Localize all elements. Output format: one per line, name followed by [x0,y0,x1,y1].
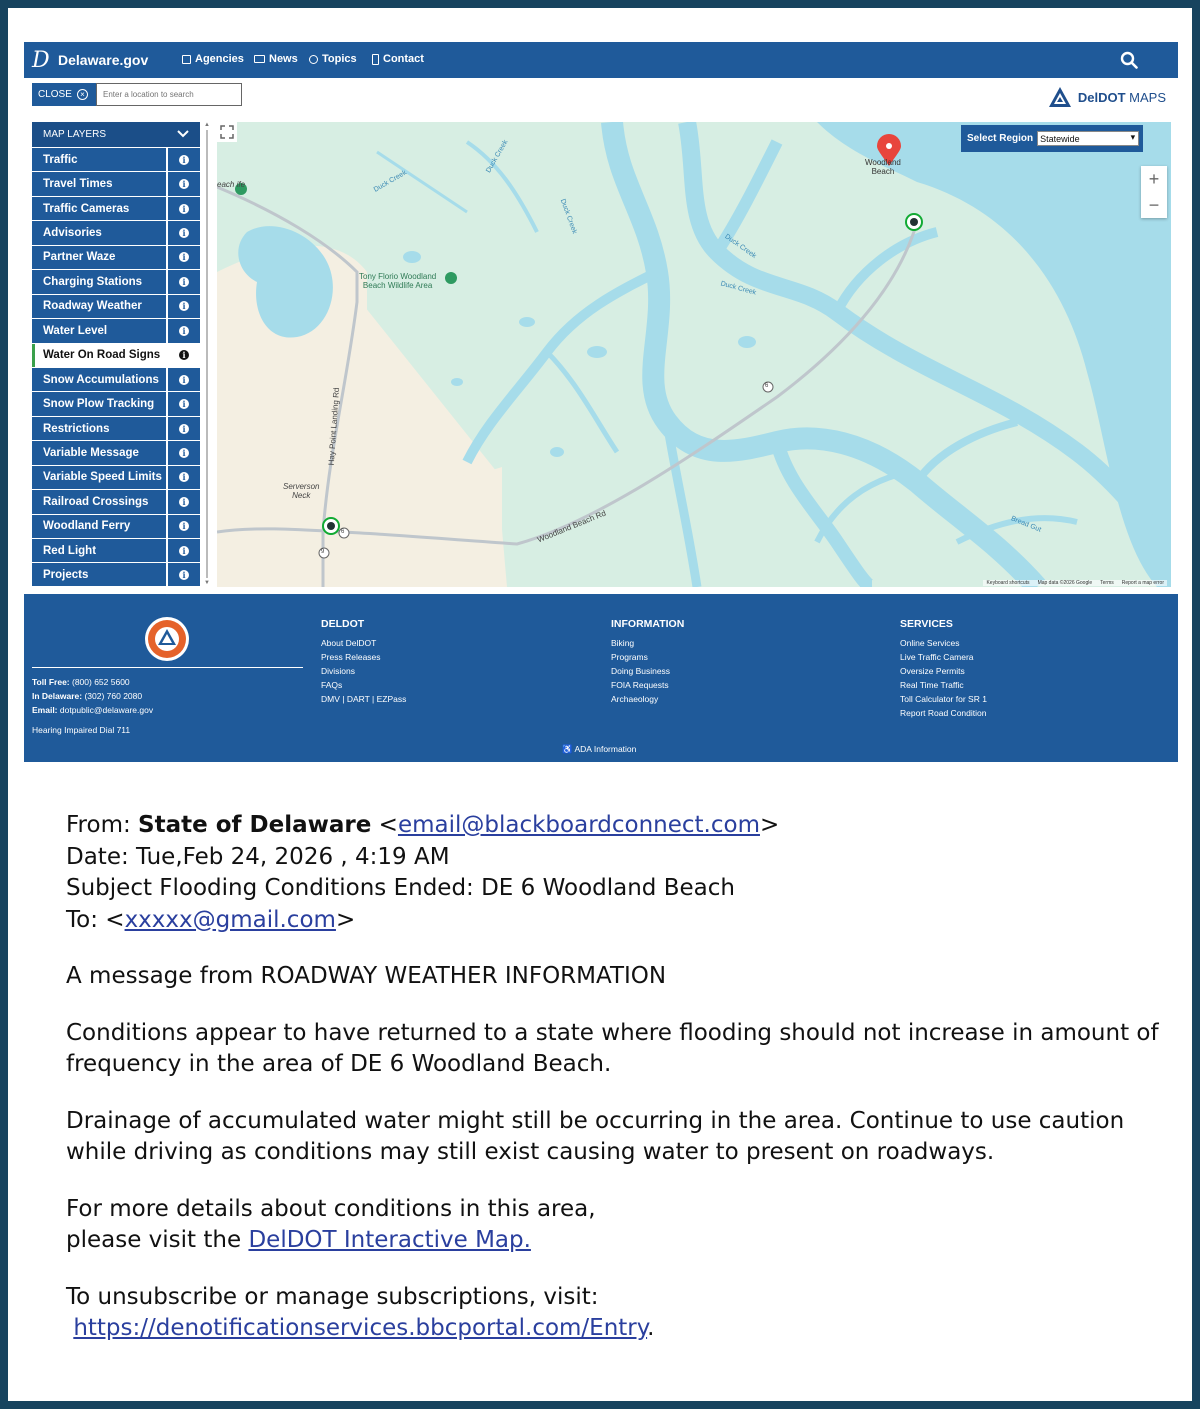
chat-icon [309,55,318,64]
layer-item[interactable] [32,246,200,270]
hay-point-rd-label: Hay Point Landing Rd [326,387,342,466]
layer-item[interactable] [32,441,200,465]
close-button[interactable] [32,83,96,106]
layer-info-button[interactable] [168,515,200,538]
layer-info-button[interactable] [168,417,200,440]
delaware-gov-logo[interactable] [32,46,172,74]
layer-info-button[interactable] [168,148,200,171]
layer-label[interactable]: Travel Times [32,172,168,195]
email-paragraph-details [66,1194,1166,1257]
footer-link[interactable]: Divisions [321,666,356,676]
email-intro: A message from ROADWAY WEATHER INFORMATION [66,963,667,989]
info-icon: i [179,521,189,531]
info-icon: i [179,472,189,482]
woodland-beach-label: Woodland Beach [865,158,901,176]
serverson-neck-label: Serverson Neck [283,482,320,500]
map-canvas [217,122,1171,587]
keyboard-shortcuts-link[interactable]: Keyboard shortcuts [986,580,1030,586]
layer-label[interactable]: Water On Road Signs [32,344,168,367]
email-subject-line: Subject Flooding Conditions Ended: DE 6 Woodland Beach [66,875,735,901]
report-map-error-link[interactable]: Report a map error [1121,580,1164,586]
select-region-control [961,125,1143,152]
info-icon: i [179,301,189,311]
layer-label[interactable]: Snow Plow Tracking [32,392,168,415]
map-layers-header[interactable] [32,122,200,148]
layer-item[interactable] [32,221,200,245]
layer-label[interactable]: Woodland Ferry [32,515,168,538]
info-icon: i [179,155,189,165]
search-icon[interactable] [1120,51,1138,69]
footer-link[interactable]: Live Traffic Camera [900,652,974,662]
layer-label[interactable]: Partner Waze [32,246,168,269]
layer-info-button[interactable] [168,319,200,342]
footer-link[interactable]: DMV | DART | EZPass [321,694,407,704]
interactive-map[interactable] [217,122,1171,587]
wildlife-area-label: Tony Florio Woodland Beach Wildlife Area [359,272,437,290]
nav-label: Contact [383,53,424,65]
footer-col-deldot [321,617,406,706]
email-paragraph-conditions: Conditions appear to have returned to a state where flooding should not increase in amount of frequency in the area of DE 6 Woodland Beach. [66,1019,1159,1077]
email-message [66,810,1166,1345]
layer-label[interactable]: Variable Message [32,441,168,464]
layer-item[interactable] [32,539,200,563]
nav-news[interactable] [254,53,298,65]
layer-item[interactable] [32,172,200,196]
location-search-input[interactable] [96,83,242,106]
ada-information-link[interactable] [562,744,636,755]
deldot-triangle-icon [1048,86,1072,108]
in-delaware-label: In Delaware: [32,691,83,701]
duck-creek-label: Duck Creek [558,198,578,235]
layer-item[interactable] [32,466,200,490]
layer-label[interactable]: Projects [32,563,168,586]
route-6-shield: 6 [341,529,345,535]
info-icon: i [179,570,189,580]
layer-item[interactable] [32,148,200,172]
email-date-line: Date: Tue,Feb 24, 2026 , 4:19 AM [66,843,450,870]
layer-item[interactable] [32,319,200,343]
footer-col-services [900,617,987,720]
delaware-d-icon: D [32,47,50,73]
zoom-out-button[interactable]: − [1148,195,1160,215]
info-icon: i [179,179,189,189]
map-layers-panel [32,122,200,586]
info-icon: i [179,228,189,238]
layer-label[interactable]: Restrictions [32,417,168,440]
beach-life-label: each ife [217,180,246,189]
info-icon: i [179,350,189,360]
duck-creek-label: Duck Creek [723,233,758,260]
info-icon: i [179,399,189,409]
layer-item[interactable] [32,417,200,441]
layer-label[interactable]: Snow Accumulations [32,368,168,391]
layer-label[interactable]: Traffic Cameras [32,197,168,220]
layer-label[interactable]: Charging Stations [32,270,168,293]
scroll-down-icon[interactable]: ▼ [204,580,210,586]
deldot-maps-logo[interactable] [1048,86,1166,108]
info-icon: i [179,424,189,434]
zoom-control [1141,166,1167,218]
hearing-impaired-text: Hearing Impaired Dial 711 [32,725,131,735]
contact-email[interactable]: dotpublic@delaware.gov [59,705,154,715]
region-select-value: Statewide [1040,133,1080,144]
footer-link[interactable]: Programs [611,652,648,662]
footer-link[interactable]: Report Road Condition [900,708,987,718]
layer-item[interactable] [32,368,200,392]
toll-free-label: Toll Free: [32,677,70,687]
layer-label[interactable]: Red Light [32,539,168,562]
details-prefix: please visit the [66,1227,242,1253]
layer-list [32,148,200,586]
footer-link[interactable]: About DelDOT [321,638,377,648]
nav-label: News [269,53,298,65]
accessibility-icon: ♿ [562,744,573,754]
woodland-beach-rd-label: Woodland Beach Rd [535,508,608,545]
email-paragraph-drainage: Drainage of accumulated water might still be occurring in the area. Continue to use caution while driving as conditions may still exist causing water to present on roadways. [66,1107,1125,1165]
in-delaware-number[interactable]: (302) 760 2080 [84,691,143,701]
layer-item[interactable] [32,295,200,319]
info-icon: i [179,497,189,507]
contact-info [32,675,153,737]
layer-info-button[interactable] [168,197,200,220]
email-paragraph-unsubscribe [66,1282,1166,1345]
close-label: CLOSE [38,89,72,100]
layer-item[interactable] [32,515,200,539]
footer-link[interactable]: FOIA Requests [611,680,669,690]
details-line: For more details about conditions in this area, [66,1195,596,1222]
layer-item[interactable] [32,270,200,294]
deldot-suffix: MAPS [1129,89,1166,105]
chevron-down-icon[interactable] [176,127,190,141]
building-icon [182,55,191,64]
footer-link[interactable]: Online Services [900,638,960,648]
sender-email-link[interactable]: email@blackboardconnect.com [397,812,760,838]
image-frame [8,8,1192,1401]
footer-link[interactable]: Doing Business [611,666,671,676]
layer-item[interactable] [32,392,200,416]
fullscreen-icon[interactable] [217,122,237,142]
duck-creek-label: Duck Creek [719,280,757,297]
region-select[interactable] [1037,131,1139,146]
top-navigation [24,42,1178,78]
layer-info-button[interactable] [168,221,200,244]
layer-item[interactable] [32,490,200,514]
layer-info-button[interactable] [168,368,200,391]
layer-info-button[interactable] [168,539,200,562]
info-icon: i [179,546,189,556]
layer-label[interactable]: Railroad Crossings [32,490,168,513]
select-region-label: Select Region [967,133,1034,144]
layer-item[interactable] [32,197,200,221]
deldot-map-screenshot [24,42,1178,762]
layer-info-button[interactable] [168,441,200,464]
toll-free-number[interactable]: (800) 652 5600 [72,677,130,687]
recipient-email-link[interactable]: xxxxx@gmail.com [124,906,336,933]
layer-label[interactable]: Traffic [32,148,168,171]
layer-info-button[interactable] [168,295,200,318]
layer-info-button[interactable] [168,246,200,269]
layers-scrollbar[interactable] [204,122,210,586]
phone-icon [372,54,379,65]
footer-link[interactable]: FAQs [321,680,343,690]
footer-link[interactable]: Biking [611,638,635,648]
layer-info-button[interactable] [168,270,200,293]
footer-col-title: DELDOT [321,618,365,630]
unsubscribe-text: To unsubscribe or manage subscriptions, visit: [66,1283,599,1310]
site-footer [24,594,1178,762]
layer-info-button[interactable] [168,563,200,586]
nav-contact[interactable] [372,53,424,65]
footer-link[interactable]: Real Time Traffic [900,680,964,690]
nav-agencies[interactable] [182,53,244,65]
duck-creek-label: Duck Creek [372,169,408,194]
nav-topics[interactable] [309,53,357,65]
close-icon: × [77,89,88,100]
deldot-brand: DelDOT [1077,89,1126,105]
footer-link[interactable]: Oversize Permits [900,666,965,676]
footer-col-title: SERVICES [900,618,953,630]
route-6-shield: 6 [765,383,769,389]
layer-label[interactable]: Roadway Weather [32,295,168,318]
to-label: To: [66,906,98,933]
email-from-line: From: State of Delaware <email@blackboardconnect.com> [66,812,780,838]
info-icon: i [179,448,189,458]
layer-label[interactable]: Water Level [32,319,168,342]
layer-info-button[interactable] [168,490,200,513]
layer-info-button[interactable] [168,466,200,489]
from-label: From: [66,812,131,838]
deldot-seal-icon [144,616,190,662]
nav-label: Agencies [195,53,244,65]
footer-link[interactable]: Archaeology [611,694,659,704]
zoom-in-button[interactable]: + [1148,169,1160,189]
info-icon: i [179,326,189,336]
logo-text: Delaware.gov [58,52,149,68]
ada-label: ADA Information [574,744,637,754]
layer-item[interactable] [32,344,200,368]
email-to-line: To: <xxxxx@gmail.com> [66,906,356,933]
footer-col-information [611,617,684,706]
layer-info-button[interactable] [168,344,200,367]
duck-creek-label: Duck Creek [485,138,510,175]
sender-name: State of Delaware [138,812,372,838]
deldot-interactive-map-link[interactable]: DelDOT Interactive Map. [248,1227,531,1253]
layer-info-button[interactable] [168,172,200,195]
scroll-up-icon[interactable]: ▲ [204,122,210,128]
map-attribution [983,580,1167,586]
layer-label[interactable]: Variable Speed Limits [32,466,168,489]
map-toolbar [24,78,1178,116]
info-icon: i [179,252,189,262]
map-data-credit: Map data ©2026 Google [1037,580,1093,586]
newspaper-icon [254,55,265,63]
info-icon: i [179,277,189,287]
bread-gut-label: Bread Gut [1009,515,1043,534]
terms-link[interactable]: Terms [1100,580,1114,586]
unsubscribe-link[interactable]: https://denotificationservices.bbcportal.com/Entry [73,1315,648,1341]
layer-item[interactable] [32,563,200,586]
footer-link[interactable]: Toll Calculator for SR 1 [900,694,987,704]
email-label: Email: [32,705,58,715]
footer-link[interactable]: Press Releases [321,652,381,662]
nav-label: Topics [322,53,357,65]
layer-label[interactable]: Advisories [32,221,168,244]
info-icon: i [179,204,189,214]
map-layers-title: MAP LAYERS [43,129,106,140]
route-9-shield: 9 [321,549,325,555]
unsubscribe-period: . [647,1315,655,1341]
footer-col-title: INFORMATION [611,618,685,630]
layer-info-button[interactable] [168,392,200,415]
info-icon: i [179,375,189,385]
